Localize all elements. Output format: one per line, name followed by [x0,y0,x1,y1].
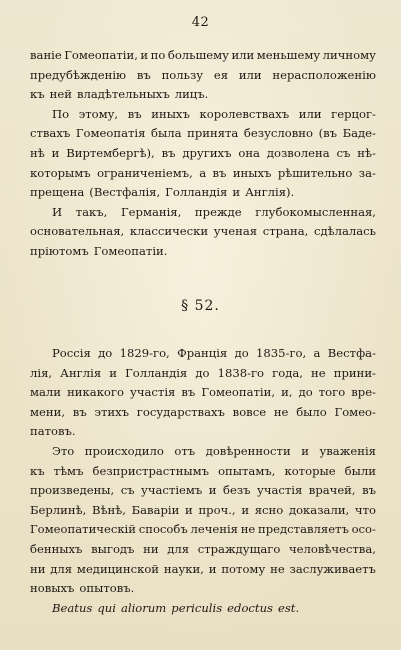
text-line: мени, въ этихъ государствахъ вовсе не было Гомео- [30,404,376,419]
paragraph-block-top [30,46,376,262]
text-line: основательная, классически ученая страна, сдѣлалась [30,224,376,239]
paragraph-block-bottom [30,344,376,618]
text-line: къ ней владѣтельныхъ лицъ. [30,87,209,102]
page-number: 42 [191,15,210,30]
text-line: ствахъ Гомеопатiя была принята безусловно (въ Баде- [30,126,376,141]
text-line: новыхъ опытовъ. [30,581,135,596]
text-line: Это происходило отъ довѣренности и уваженiя [52,443,376,458]
text-line: Россiя до 1829-го, Францiя до 1835-го, а Вестфа- [52,346,376,360]
text-line: которымъ ограниченiемъ, а въ иныхъ рѣшительно за- [30,165,376,180]
text-line: ни для медицинской науки, и потому не заслуживаетъ [30,561,376,576]
text-line: прiютомъ Гомеопатiи. [30,243,168,258]
text-line: къ тѣмъ безпристрастнымъ опытамъ, которые были [30,463,376,478]
text-line: И такъ, Германiя, прежде глубокомысленная, [52,204,376,219]
section-heading: § 52. [181,298,220,314]
text-line: ванiе Гомеопатiи, и по большему или меньшему личному [30,48,376,62]
text-line: патовъ. [30,424,76,439]
text-line: произведены, съ участiемъ и безъ участiя врачей, въ [30,483,376,498]
text-line: мали никакого участiя въ Гомеопатiи, и, до того вре- [30,385,376,400]
text-line: бенныхъ выгодъ ни для страждущаго человѣчества, [30,541,376,556]
text-line: нѣ и Виртембергѣ), въ другихъ она дозволена съ нѣ- [30,145,376,160]
text-line: Beatus qui aliorum periculis edoctus est. [52,600,300,615]
text-line: лiя, Англiя и Голландiя до 1838-го года, не прини- [30,365,376,380]
text-line: прещена (Вестфалiя, Голландiя и Англiя). [30,185,295,200]
text-line: Берлинѣ, Вѣнѣ, Баварiи и проч., и ясно доказали, что [30,502,376,517]
text-line: предубѣжденiю въ пользу ея или нерасположенiю [30,67,376,82]
text-line: Гомеопатическiй способъ леченiя не представляетъ осо- [30,522,376,537]
text-line: По этому, въ иныхъ королевствахъ или герцог- [52,106,376,121]
